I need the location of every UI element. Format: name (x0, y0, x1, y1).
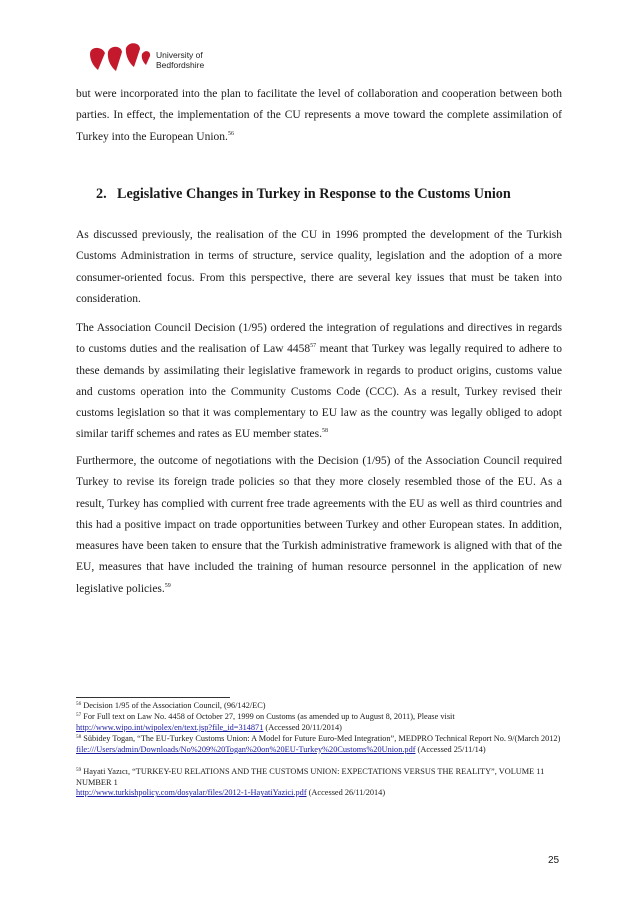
university-logo-mark (88, 40, 152, 76)
footnote-58: $^{58}$ Sübidey Togan, “The EU-Turkey Customs Union: A Model for Future Euro-Med Integration”, MEDPRO Technical Report No. 9/(March 2012) file:///Users/admin/Downloads/No%209%20Togan%20on%20EU-Turkey%20Customs%20Union.pdf (Accessed 25/11/14) (76, 734, 561, 754)
paragraph-foreign-trade: Furthermore, the outcome of negotiations with the Decision (1/95) of the Association Council required Turkey to revise its foreign trade policies so that they more closely resembled those of the EU. As a result, Turkey has complied with current free trade agreements with the EU as well as third countries and this had a positive impact on trade opportunities between Turkey and other European states. In addition, measures have been taken to ensure that the Turkish administrative framework is aligned with that of the EU, measures that have included the training of human resource personnel in the application of new legislative policies.$^{59}$ (76, 455, 562, 595)
footnote-ref-56[interactable]: 56 (227, 130, 234, 137)
footnote-ref-58[interactable]: 58 (322, 428, 328, 435)
paragraph-customs-admin: As discussed previously, the realisation of the CU in 1996 prompted the development of the Turkish Customs Administration in terms of structure, service quality, legislation and the adoption of a more consumer-oriented focus. From this perspective, there are several key issues that must be taken into consideration. (76, 229, 562, 305)
footnote-56: $^{56}$ Decision 1/95 of the Association Council, (96/142/EC) (76, 701, 266, 710)
section-number: 2. (96, 186, 107, 202)
footnote-59: $^{59}$ Hayati Yazıcı, “TURKEY-EU RELATIONS AND THE CUSTOMS UNION: EXPECTATIONS VERSUS THE REALITY”, VOLUME 11 NUMBER 1 http://www.turkishpolicy.com/dosyalar/files/2012-1-HayatiYazici.pdf (Accessed 26/11/2014) (76, 767, 545, 798)
footnote-ref-57[interactable]: 57 (310, 343, 317, 350)
footnote-57-link[interactable]: http://www.wipo.int/wipolex/en/text.jsp?file_id=314871 (76, 722, 264, 732)
university-logo (88, 40, 248, 80)
paragraph-continuation: but were incorporated into the plan to facilitate the level of collaboration and cooperation between both parties. In effect, the implementation of the CU represents a move toward the complete assimilation of Turkey into the European Union.$^{56}$ (76, 88, 562, 143)
footnote-separator (76, 697, 230, 698)
logo-text-line1: University of (156, 50, 203, 60)
page-number: 25 (548, 855, 560, 866)
footnote-59-link[interactable]: http://www.turkishpolicy.com/dosyalar/files/2012-1-HayatiYazici.pdf (76, 788, 307, 798)
paragraph-association-council: The Association Council Decision (1/95) ordered the integration of regulations and directives in regards to customs duties and the realisation of Law 4458$^{57}$ meant that Turkey was legally required to adhere to these demands by assimilating their legislative framework in regards to product origins, customs value and customs operation into the Community Customs Code (CCC). As a result, Turkey revised their customs legislation so that it was complementary to EU law as the country was legally obliged to adopt similar tariff schemes and rates as EU member states.$^{58}$ (76, 322, 562, 441)
footnote-57: $^{57}$ For Full text on Law No. 4458 of October 27, 1999 on Customs (as amended up to August 8, 2011), Please visit http://www.wipo.int/wipolex/en/text.jsp?file_id=314871 (Accessed 20/11/2014) (76, 712, 455, 732)
footnote-58-link[interactable]: file:///Users/admin/Downloads/No%209%20Togan%20on%20EU-Turkey%20Customs%20Union.pdf (76, 744, 416, 754)
section-title: Legislative Changes in Turkey in Response to the Customs Union (117, 186, 511, 202)
logo-text (156, 50, 204, 70)
section-heading (96, 186, 576, 203)
logo-text-line2: Bedfordshire (156, 60, 205, 70)
footnote-ref-59[interactable]: 59 (164, 582, 171, 589)
